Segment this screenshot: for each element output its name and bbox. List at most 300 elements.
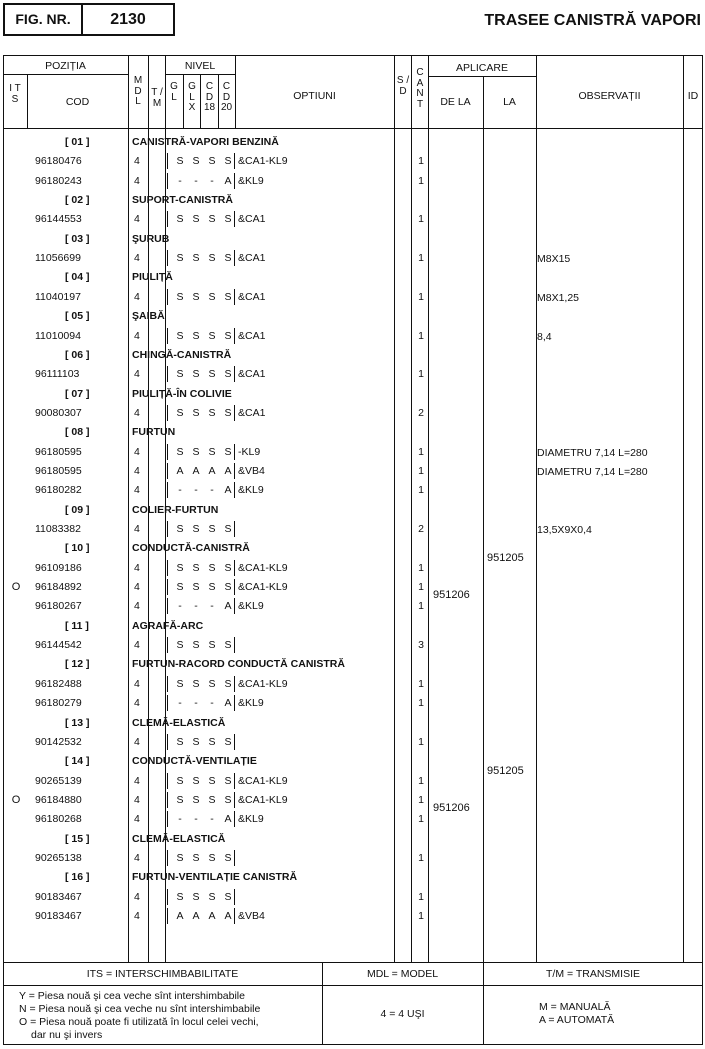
level-flags xyxy=(173,851,235,865)
quantity: 1 xyxy=(418,213,424,225)
level-flag: S xyxy=(192,794,200,806)
row-separator xyxy=(148,328,149,344)
option-code: &VB4 xyxy=(238,465,265,477)
header-mdl: M D L xyxy=(133,75,143,107)
row-separator xyxy=(148,598,149,614)
model-code: 4 xyxy=(134,581,140,593)
level-flag: S xyxy=(192,155,200,167)
part-name: FURTUN-RACORD CONDUCTĂ CANISTRĂ xyxy=(132,658,345,670)
quantity: 2 xyxy=(418,523,424,535)
quantity: 1 xyxy=(418,446,424,458)
option-code: &CA1 xyxy=(238,291,266,303)
row-separator xyxy=(148,463,149,479)
option-code: &CA1 xyxy=(238,252,266,264)
level-flag: S xyxy=(224,407,232,419)
row-separator xyxy=(167,463,168,479)
model-code: 4 xyxy=(134,252,140,264)
legend-its-line: Y = Piesa nouă şi cea veche sînt intershimbabile xyxy=(19,990,245,1002)
model-code: 4 xyxy=(134,465,140,477)
level-flag: S xyxy=(176,446,184,458)
row-separator xyxy=(148,153,149,169)
level-flag: - xyxy=(194,600,198,612)
quantity: 1 xyxy=(418,252,424,264)
level-flag: S xyxy=(208,794,216,806)
level-flag: S xyxy=(192,368,200,380)
quantity: 1 xyxy=(418,678,424,690)
level-flag: S xyxy=(192,446,200,458)
row-separator xyxy=(148,560,149,576)
level-flag: S xyxy=(192,639,200,651)
level-flag: S xyxy=(192,291,200,303)
part-code: 96111103 xyxy=(35,368,80,380)
quantity: 1 xyxy=(418,155,424,167)
model-code: 4 xyxy=(134,600,140,612)
level-flag: S xyxy=(224,252,232,264)
level-flag: S xyxy=(176,523,184,535)
model-code: 4 xyxy=(134,910,140,922)
part-code: 96144542 xyxy=(35,639,82,651)
row-separator xyxy=(167,153,168,169)
part-code: 96180243 xyxy=(35,175,82,187)
row-separator xyxy=(148,889,149,905)
legend-mdl-value: 4 = 4 UŞI xyxy=(380,1008,425,1020)
part-code: 96184880 xyxy=(35,794,82,806)
level-flags xyxy=(173,774,235,788)
level-flag: - xyxy=(178,484,182,496)
level-flag: S xyxy=(192,581,200,593)
row-separator xyxy=(167,637,168,653)
level-flags xyxy=(173,154,235,168)
level-flags xyxy=(173,580,235,594)
legend-tm-line: A = AUTOMATĂ xyxy=(539,1014,615,1026)
level-flags xyxy=(173,251,235,265)
level-flags xyxy=(173,890,235,904)
quantity: 1 xyxy=(418,891,424,903)
page-title: TRASEE CANISTRĂ VAPORI xyxy=(484,12,701,29)
option-code: &KL9 xyxy=(238,813,264,825)
level-flag: - xyxy=(210,697,214,709)
column-line xyxy=(536,55,537,962)
option-code: -KL9 xyxy=(238,446,261,458)
position-number: [ 07 ] xyxy=(65,388,90,400)
position-number: [ 14 ] xyxy=(65,755,90,767)
option-code: &KL9 xyxy=(238,175,264,187)
column-line xyxy=(483,76,484,962)
level-flags xyxy=(173,909,235,923)
position-number: [ 13 ] xyxy=(65,717,90,729)
level-flag: S xyxy=(192,736,200,748)
header-bottom-line xyxy=(3,128,703,129)
part-code: 90142532 xyxy=(35,736,82,748)
position-number: [ 15 ] xyxy=(65,833,90,845)
row-separator xyxy=(167,579,168,595)
quantity: 1 xyxy=(418,736,424,748)
level-flags xyxy=(173,329,235,343)
applies-from: 951206 xyxy=(433,802,470,814)
option-code: &CA1-KL9 xyxy=(238,581,288,593)
model-code: 4 xyxy=(134,291,140,303)
level-flag: S xyxy=(192,775,200,787)
level-flags xyxy=(173,212,235,226)
row-separator xyxy=(148,734,149,750)
part-name: FURTUN xyxy=(132,426,176,438)
level-flag: S xyxy=(224,736,232,748)
row-separator xyxy=(148,908,149,924)
row-separator xyxy=(167,405,168,421)
header-gl: G L xyxy=(170,81,178,103)
row-separator xyxy=(167,773,168,789)
part-code: 11083382 xyxy=(35,523,81,535)
legend-its-line: O = Piesa nouă poate fi utilizată în locul celei vechi, xyxy=(19,1016,259,1028)
level-flag: S xyxy=(192,523,200,535)
position-number: [ 11 ] xyxy=(65,620,89,632)
level-flag: - xyxy=(210,813,214,825)
quantity: 1 xyxy=(418,175,424,187)
level-flag: - xyxy=(178,175,182,187)
option-code: &CA1-KL9 xyxy=(238,794,288,806)
position-number: [ 16 ] xyxy=(65,871,90,883)
position-number: [ 10 ] xyxy=(65,542,90,554)
level-flag: S xyxy=(192,562,200,574)
position-number: [ 05 ] xyxy=(65,310,90,322)
model-code: 4 xyxy=(134,775,140,787)
applies-to: 951205 xyxy=(487,765,524,777)
level-flag: S xyxy=(192,213,200,225)
row-separator xyxy=(148,850,149,866)
level-flag: S xyxy=(192,891,200,903)
row-separator xyxy=(167,598,168,614)
observation: DIAMETRU 7,14 L=280 xyxy=(537,466,648,478)
row-separator xyxy=(148,405,149,421)
level-flag: A xyxy=(224,175,232,187)
quantity: 1 xyxy=(418,291,424,303)
model-code: 4 xyxy=(134,562,140,574)
quantity: 1 xyxy=(418,813,424,825)
row-separator xyxy=(167,811,168,827)
header-cd18: C D 18 xyxy=(203,81,216,113)
level-flag: S xyxy=(208,639,216,651)
level-flag: S xyxy=(208,155,216,167)
row-separator xyxy=(148,811,149,827)
header-de-la: DE LA xyxy=(440,96,471,108)
option-code: &CA1 xyxy=(238,407,266,419)
level-flag: S xyxy=(208,407,216,419)
quantity: 1 xyxy=(418,775,424,787)
option-code: &CA1-KL9 xyxy=(238,678,288,690)
level-flag: S xyxy=(176,852,184,864)
option-code: &CA1 xyxy=(238,330,266,342)
level-flags xyxy=(173,445,235,459)
level-flags xyxy=(173,561,235,575)
level-flag: S xyxy=(192,252,200,264)
part-code: 96180279 xyxy=(35,697,82,709)
level-flag: - xyxy=(210,484,214,496)
level-flag: S xyxy=(192,678,200,690)
level-flag: A xyxy=(224,465,232,477)
header-divider xyxy=(3,74,128,75)
level-flag: S xyxy=(224,330,232,342)
part-name: PIULIȚĂ xyxy=(132,271,173,283)
model-code: 4 xyxy=(134,446,140,458)
row-separator xyxy=(167,211,168,227)
quantity: 2 xyxy=(418,407,424,419)
legend-its-line: dar nu şi invers xyxy=(31,1029,103,1041)
position-number: [ 09 ] xyxy=(65,504,90,516)
model-code: 4 xyxy=(134,330,140,342)
row-separator xyxy=(167,444,168,460)
part-name: ŞURUB xyxy=(132,233,170,245)
level-flag: S xyxy=(192,330,200,342)
position-number: [ 03 ] xyxy=(65,233,90,245)
level-flag: A xyxy=(224,910,232,922)
level-flag: S xyxy=(224,852,232,864)
row-separator xyxy=(148,482,149,498)
legend-mdl-title: MDL = MODEL xyxy=(366,968,439,980)
level-flag: S xyxy=(176,775,184,787)
position-number: [ 01 ] xyxy=(65,136,90,148)
level-flag: S xyxy=(192,852,200,864)
column-line xyxy=(183,74,184,128)
part-code: 96184892 xyxy=(35,581,82,593)
option-code: &KL9 xyxy=(238,600,264,612)
part-name: CONDUCTĂ-CANISTRĂ xyxy=(132,542,250,554)
model-code: 4 xyxy=(134,794,140,806)
model-code: 4 xyxy=(134,813,140,825)
level-flags xyxy=(173,696,235,710)
level-flag: S xyxy=(224,678,232,690)
level-flag: S xyxy=(208,446,216,458)
part-name: CONDUCTĂ-VENTILAȚIE xyxy=(132,755,257,767)
part-code: 90265139 xyxy=(35,775,82,787)
level-flag: S xyxy=(208,562,216,574)
level-flag: S xyxy=(224,562,232,574)
level-flag: S xyxy=(208,330,216,342)
level-flag: S xyxy=(192,407,200,419)
row-separator xyxy=(148,444,149,460)
level-flag: S xyxy=(208,213,216,225)
quantity: 1 xyxy=(418,794,424,806)
option-code: &CA1 xyxy=(238,368,266,380)
part-code: 96144553 xyxy=(35,213,82,225)
row-separator xyxy=(167,173,168,189)
model-code: 4 xyxy=(134,407,140,419)
model-code: 4 xyxy=(134,213,140,225)
header-id: ID xyxy=(687,90,699,102)
level-flag: S xyxy=(176,736,184,748)
model-code: 4 xyxy=(134,852,140,864)
level-flag: S xyxy=(224,523,232,535)
level-flag: - xyxy=(178,600,182,612)
level-flags xyxy=(173,735,235,749)
row-separator xyxy=(148,250,149,266)
part-name: PIULIȚĂ-ÎN COLIVIE xyxy=(132,388,232,400)
part-code: 96180268 xyxy=(35,813,82,825)
header-its: I T S xyxy=(9,83,21,105)
part-code: 96180595 xyxy=(35,446,82,458)
level-flag: - xyxy=(194,175,198,187)
row-separator xyxy=(167,250,168,266)
model-code: 4 xyxy=(134,155,140,167)
header-divider xyxy=(428,76,536,77)
level-flag: S xyxy=(208,891,216,903)
legend-its-line: N = Piesa nouă şi cea veche nu sînt intershimbabile xyxy=(19,1003,261,1015)
level-flag: S xyxy=(208,775,216,787)
level-flag: S xyxy=(176,562,184,574)
row-separator xyxy=(167,792,168,808)
legend-its-title: ITS = INTERSCHIMBABILITATE xyxy=(86,968,239,980)
quantity: 1 xyxy=(418,600,424,612)
quantity: 1 xyxy=(418,484,424,496)
position-number: [ 08 ] xyxy=(65,426,90,438)
column-line xyxy=(394,55,395,962)
row-separator xyxy=(167,695,168,711)
model-code: 4 xyxy=(134,697,140,709)
level-flags xyxy=(173,677,235,691)
its-code: O xyxy=(11,794,21,806)
level-flag: S xyxy=(176,639,184,651)
level-flag: - xyxy=(194,484,198,496)
level-flag: S xyxy=(176,581,184,593)
level-flag: S xyxy=(224,291,232,303)
header-sd: S / D xyxy=(396,75,410,97)
part-name: COLIER-FURTUN xyxy=(132,504,219,516)
applies-from: 951206 xyxy=(433,589,470,601)
part-name: FURTUN-VENTILAȚIE CANISTRĂ xyxy=(132,871,298,883)
part-name: CLEMĂ-ELASTICĂ xyxy=(132,833,226,845)
level-flag: S xyxy=(176,891,184,903)
level-flag: A xyxy=(176,465,184,477)
level-flag: A xyxy=(192,910,200,922)
level-flag: S xyxy=(176,678,184,690)
row-separator xyxy=(167,328,168,344)
part-code: 96182488 xyxy=(35,678,82,690)
level-flag: S xyxy=(176,368,184,380)
part-code: 96109186 xyxy=(35,562,82,574)
level-flag: S xyxy=(176,252,184,264)
legend-top-line xyxy=(3,962,703,963)
header-aplicare: APLICARE xyxy=(456,62,508,74)
level-flag: A xyxy=(224,600,232,612)
level-flag: - xyxy=(194,697,198,709)
header-observatii: OBSERVAȚII xyxy=(578,90,641,102)
option-code: &CA1-KL9 xyxy=(238,775,288,787)
applies-to: 951205 xyxy=(487,552,524,564)
level-flag: A xyxy=(208,910,216,922)
part-code: 96180476 xyxy=(35,155,82,167)
part-code: 11010094 xyxy=(35,330,81,342)
figure-label: FIG. NR. xyxy=(5,5,83,34)
row-separator xyxy=(167,482,168,498)
part-name: SUPORT-CANISTRĂ xyxy=(132,194,233,206)
row-separator xyxy=(148,676,149,692)
row-separator xyxy=(148,173,149,189)
model-code: 4 xyxy=(134,368,140,380)
observation: 8,4 xyxy=(537,331,552,343)
level-flag: S xyxy=(208,852,216,864)
level-flags xyxy=(173,638,235,652)
level-flag: S xyxy=(176,155,184,167)
row-separator xyxy=(167,560,168,576)
level-flag: S xyxy=(208,581,216,593)
part-code: 11040197 xyxy=(35,291,81,303)
level-flag: S xyxy=(224,581,232,593)
level-flag: S xyxy=(224,891,232,903)
level-flag: - xyxy=(210,175,214,187)
row-separator xyxy=(167,734,168,750)
quantity: 1 xyxy=(418,465,424,477)
level-flag: S xyxy=(176,291,184,303)
level-flag: - xyxy=(210,600,214,612)
quantity: 1 xyxy=(418,581,424,593)
position-number: [ 04 ] xyxy=(65,271,90,283)
level-flags xyxy=(173,599,235,613)
column-line xyxy=(411,55,412,962)
quantity: 1 xyxy=(418,852,424,864)
legend-tm-title: T/M = TRANSMISIE xyxy=(545,968,641,980)
level-flag: A xyxy=(224,813,232,825)
level-flag: S xyxy=(224,775,232,787)
level-flag: - xyxy=(194,813,198,825)
observation: DIAMETRU 7,14 L=280 xyxy=(537,447,648,459)
level-flag: - xyxy=(178,697,182,709)
level-flags xyxy=(173,464,235,478)
part-name: CANISTRĂ-VAPORI BENZINĂ xyxy=(132,136,279,148)
row-separator xyxy=(148,773,149,789)
level-flag: A xyxy=(176,910,184,922)
model-code: 4 xyxy=(134,175,140,187)
part-code: 96180267 xyxy=(35,600,82,612)
level-flag: S xyxy=(224,368,232,380)
header-pozitia: POZIȚIA xyxy=(45,60,86,72)
level-flag: S xyxy=(224,639,232,651)
row-separator xyxy=(167,908,168,924)
level-flag: A xyxy=(208,465,216,477)
model-code: 4 xyxy=(134,639,140,651)
part-code: 96180595 xyxy=(35,465,82,477)
level-flag: S xyxy=(224,446,232,458)
position-number: [ 12 ] xyxy=(65,658,90,670)
legend-tm-line: M = MANUALĂ xyxy=(539,1001,611,1013)
level-flag: A xyxy=(192,465,200,477)
observation: M8X15 xyxy=(537,253,571,265)
level-flags xyxy=(173,367,235,381)
part-code: 90265138 xyxy=(35,852,82,864)
option-code: &KL9 xyxy=(238,484,264,496)
row-separator xyxy=(148,366,149,382)
header-tm: T / M xyxy=(151,87,163,109)
level-flags xyxy=(173,793,235,807)
quantity: 1 xyxy=(418,330,424,342)
row-separator xyxy=(167,521,168,537)
level-flag: S xyxy=(176,330,184,342)
header-la: LA xyxy=(503,96,516,108)
level-flag: S xyxy=(208,523,216,535)
quantity: 1 xyxy=(418,562,424,574)
level-flags xyxy=(173,812,235,826)
level-flag: A xyxy=(224,484,232,496)
figure-number: 2130 xyxy=(110,11,146,28)
level-flag: A xyxy=(224,697,232,709)
part-code: 96180282 xyxy=(35,484,82,496)
quantity: 1 xyxy=(418,697,424,709)
model-code: 4 xyxy=(134,678,140,690)
level-flag: S xyxy=(208,678,216,690)
column-line xyxy=(428,55,429,962)
header-cod: COD xyxy=(65,96,90,108)
column-line xyxy=(683,55,684,962)
model-code: 4 xyxy=(134,523,140,535)
level-flags xyxy=(173,174,235,188)
